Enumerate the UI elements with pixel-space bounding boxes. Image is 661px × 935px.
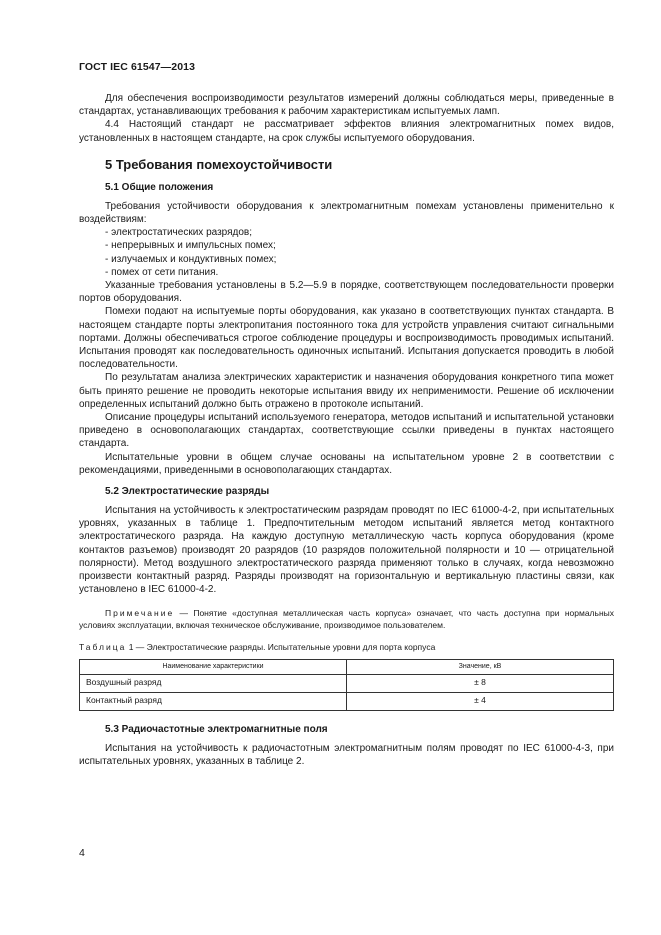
table-cell: Контактный разряд	[80, 692, 347, 710]
table-cell: ± 8	[347, 674, 614, 692]
section-5-2-heading: 5.2 Электростатические разряды	[105, 486, 270, 498]
section-5-3-heading: 5.3 Радиочастотные электромагнитные поля	[105, 723, 328, 735]
document-body	[79, 92, 614, 768]
section-5-3-paragraph: Испытания на устойчивость к радиочастотным электромагнитным полям проводят по IEC 61000-4-3, при испытательных уровнях, указанных в таблице 2.	[79, 742, 614, 767]
note-text: — Понятие «доступная металлическая часть корпуса» означает, что часть доступна при нормальных условиях эксплуатации, включая техническое обслуживание, производимое пользователем.	[79, 607, 614, 630]
table-row	[80, 692, 614, 710]
note	[79, 607, 614, 631]
list-item: - непрерывных и импульсных помех;	[105, 240, 276, 252]
paragraph: Помехи подают на испытуемые порты оборудования, как указано в соответствующих пунктах стандарта. В настоящем стандарте порты электропитания постоянного тока для устройств управления считают сигнальными портами. Должны обеспечиваться строгое соблюдение процедуры и воспроизводимость проводимых испытаний. Испытания проводят как последовательность одиночных испытаний. Испытания допускается проводить в любой последовательности.	[79, 306, 614, 371]
note-label: Примечание	[105, 607, 175, 618]
paragraph: Испытательные уровни в общем случае основаны на испытательном уровне 2 в соответствии с рекомендациями, приведенными в основополагающих стандартах.	[79, 451, 614, 476]
disturbance-list	[79, 226, 614, 279]
list-item: - помех от сети питания.	[105, 266, 219, 278]
table-header-row	[80, 659, 614, 674]
table-caption-text: 1 — Электростатические разряды. Испытательные уровни для порта корпуса	[126, 641, 436, 652]
table-row	[80, 674, 614, 692]
page-number: 4	[79, 847, 85, 859]
paragraph: По результатам анализа электрических характеристик и назначения оборудования конкретного типа может быть принято решение не проводить некоторые испытания ввиду их неприменимости. Решение об исключении определенных испытаний должно быть отражено в протоколе испытаний.	[79, 372, 614, 410]
table-cell: Воздушный разряд	[80, 674, 347, 692]
column-header: Наименование характеристики	[80, 659, 347, 674]
section-5-heading: 5 Требования помехоустойчивости	[105, 156, 333, 172]
paragraph: Описание процедуры испытаний используемого генератора, методов испытаний и испытательной установки приведено в основополагающих стандартах, соответствующие ссылки приведены в пунктах настоящего стандарта.	[79, 412, 614, 450]
table-cell: ± 4	[347, 692, 614, 710]
document-header: ГОСТ IEC 61547—2013	[79, 61, 196, 73]
column-header: Значение, кВ	[347, 659, 614, 674]
list-item: - излучаемых и кондуктивных помех;	[105, 253, 277, 265]
table-1-caption	[79, 641, 614, 653]
section-5-2-paragraph: Испытания на устойчивость к электростатическим разрядам проводят по IEC 61000-4-2, при испытательных уровнях, указанных в таблице 1. Предпочтительным методом испытаний является метод контактного электростатического разряда. На каждую доступную металлическую часть корпуса оборудования (кроме контактов разъемов) производят 20 разрядов (10 разрядов положительной полярности и 10 — отрицательной полярности). Метод воздушного электростатического разряда применяют только в случаях, когда невозможно произвести контактный разряд. Разряды производят на горизонтальную и вертикальную пластины связи, как установлено в IEC 61000-4-2.	[79, 505, 614, 596]
section-5-1-lead: Требования устойчивости оборудования к электромагнитным помехам установлены применительно к воздействиям:	[79, 200, 614, 226]
list-item: - электростатических разрядов;	[105, 227, 253, 239]
paragraph: Указанные требования установлены в 5.2—5.9 в порядке, соответствующем последовательности проверки портов оборудования.	[79, 280, 614, 305]
table-1	[79, 659, 614, 711]
clause-4-4: 4.4 Настоящий стандарт не рассматривает эффектов влияния электромагнитных помех видов, установленных в настоящем стандарте, на срок службы испытуемого оборудования.	[79, 119, 614, 144]
table-caption-label: Таблица	[79, 641, 127, 652]
section-5-1-heading: 5.1 Общие положения	[105, 181, 214, 193]
intro-paragraph: Для обеспечения воспроизводимости результатов измерений должны соблюдаться меры, приведенные в стандартах, устанавливающих требования к рабочим характеристикам испытуемых ламп.	[79, 93, 614, 118]
